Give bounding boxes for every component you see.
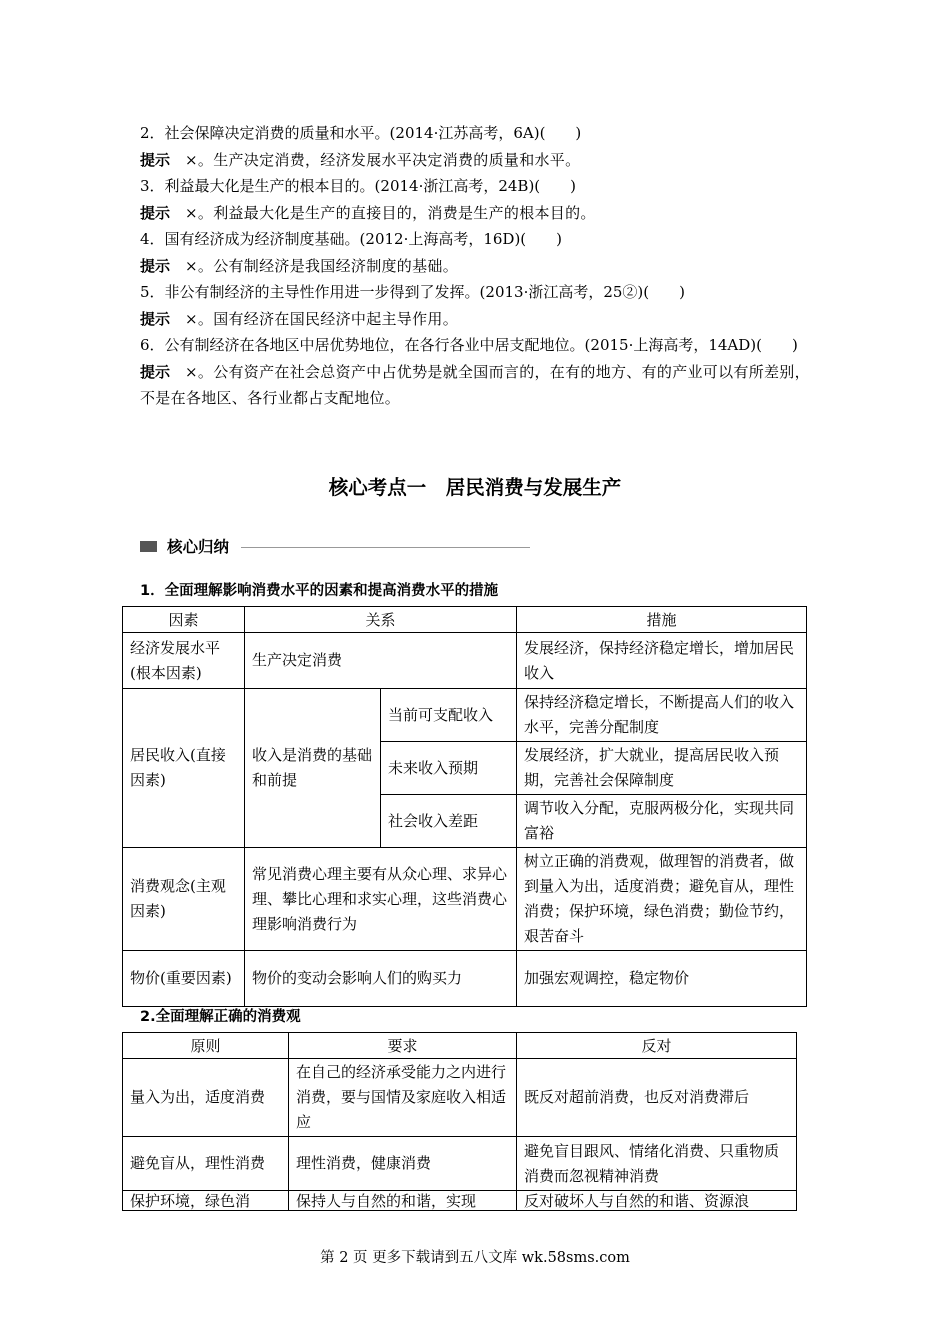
measure-cell: 发展经济，扩大就业，提高居民收入预期，完善社会保障制度 [517,742,807,795]
measure-cell: 发展经济，保持经济稳定增长，增加居民收入 [517,633,807,689]
section-label: 核心归纳 [167,538,230,556]
measure-cell: 调节收入分配，克服两极分化，实现共同富裕 [517,795,807,848]
measure-cell: 加强宏观调控，稳定物价 [517,951,807,1007]
header-relation: 关系 [245,607,517,633]
consumption-view-table [122,1032,797,1211]
requirement-cell: 理性消费，健康消费 [289,1137,517,1191]
question-2: 2．社会保障决定消费的质量和水平。(2014·江苏高考，6A)( ) [140,124,582,142]
principle-cell: 避免盲从，理性消费 [123,1137,289,1191]
principle-cell: 量入为出，适度消费 [123,1059,289,1137]
page-footer: 第 2 页 更多下载请到五八文库 wk.58sms.com [320,1250,630,1266]
page-title: 核心考点一 居民消费与发展生产 [328,476,622,499]
hint-6 [140,359,812,412]
requirement-cell: 保持人与自然的和谐，实现 [289,1191,517,1211]
hint-2 [140,147,812,174]
hint-5 [140,306,812,333]
table1-heading: 1．全面理解影响消费水平的因素和提高消费水平的措施 [140,583,499,599]
header-principle: 原则 [123,1033,289,1059]
hint-3 [140,200,812,227]
hint-text: ×。公有资产在社会总资产中占优势是就全国而言的，在有的地方、有的产业可以有所差别，不是在各地区、各行业都占支配地位。 [140,362,810,407]
oppose-cell: 既反对超前消费，也反对消费滞后 [517,1059,797,1137]
section-heading [140,535,530,557]
oppose-cell: 避免盲目跟风、情绪化消费、只重物质消费而忽视精神消费 [517,1137,797,1191]
question-3: 3．利益最大化是生产的根本目的。(2014·浙江高考，24B)( ) [140,177,577,195]
relation-cell: 生产决定消费 [245,633,517,689]
consumption-factors-table [122,606,807,1007]
factor-cell: 经济发展水平(根本因素) [123,633,245,689]
sub-factor-cell: 未来收入预期 [381,742,517,795]
hint-text: ×。生产决定消费，经济发展水平决定消费的质量和水平。 [185,150,581,169]
square-bullet-icon [140,541,157,552]
factor-cell: 居民收入(直接因素) [123,689,245,848]
table2-heading: 2.全面理解正确的消费观 [140,1009,301,1025]
question-6: 6．公有制经济在各地区中居优势地位，在各行各业中居支配地位。(2015·上海高考，14AD)( ) [140,336,798,354]
hint-label: 提示 [140,150,171,169]
factor-cell: 消费观念(主观因素) [123,848,245,951]
question-4: 4．国有经济成为经济制度基础。(2012·上海高考，16D)( ) [140,230,563,248]
sub-factor-cell: 社会收入差距 [381,795,517,848]
relation-cell: 物价的变动会影响人们的购买力 [245,951,517,1007]
header-requirement: 要求 [289,1033,517,1059]
requirement-cell: 在自己的经济承受能力之内进行消费，要与国情及家庭收入相适应 [289,1059,517,1137]
measure-cell: 树立正确的消费观，做理智的消费者，做到量入为出，适度消费；避免盲从，理性消费；保护环境，绿色消费；勤俭节约，艰苦奋斗 [517,848,807,951]
measure-cell: 保持经济稳定增长，不断提高人们的收入水平，完善分配制度 [517,689,807,742]
question-5: 5．非公有制经济的主导性作用进一步得到了发挥。(2013·浙江高考，25②)( ) [140,283,685,301]
header-oppose: 反对 [517,1033,797,1059]
qa-block [140,120,812,412]
hint-text: ×。公有制经济是我国经济制度的基础。 [185,256,459,275]
hint-label: 提示 [140,256,171,275]
hint-text: ×。国有经济在国民经济中起主导作用。 [185,309,459,328]
relation-cell: 收入是消费的基础和前提 [245,689,381,848]
sub-factor-cell: 当前可支配收入 [381,689,517,742]
header-measure: 措施 [517,607,807,633]
principle-cell: 保护环境，绿色消 [123,1191,289,1211]
divider-line [241,547,530,548]
hint-text: ×。利益最大化是生产的直接目的，消费是生产的根本目的。 [185,203,596,222]
oppose-cell: 反对破坏人与自然的和谐、资源浪 [517,1191,797,1211]
factor-cell: 物价(重要因素) [123,951,245,1007]
relation-cell: 常见消费心理主要有从众心理、求异心理、攀比心理和求实心理，这些消费心理影响消费行为 [245,848,517,951]
header-factor: 因素 [123,607,245,633]
hint-label: 提示 [140,203,171,222]
hint-4 [140,253,812,280]
hint-label: 提示 [140,362,171,381]
hint-label: 提示 [140,309,171,328]
